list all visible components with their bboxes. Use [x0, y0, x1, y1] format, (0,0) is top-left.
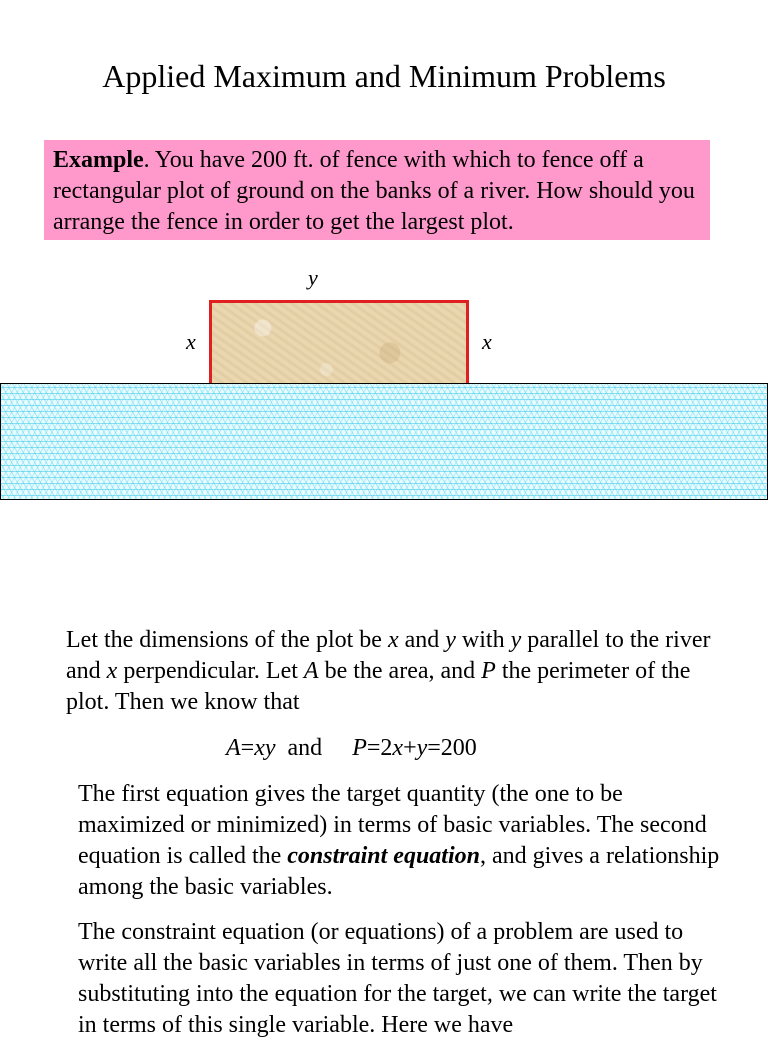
- paragraph-constraint: The first equation gives the target quantity (the one to be maximized or minimized) in terms of basic variables. The second equation is called the constraint equation, and gives a relationship among the basic variables.: [78, 781, 720, 900]
- label-x-left: x: [186, 329, 196, 354]
- plot-of-ground: [209, 300, 469, 386]
- page-title: Applied Maximum and Minimum Problems: [102, 58, 666, 94]
- example-box: [44, 140, 710, 240]
- constraint-equation-term: constraint equation: [287, 843, 480, 869]
- paragraph-substitution: The constraint equation (or equations) of a problem are used to write all the basic variables in terms of just one of them. Then by substituting into the equation for the target, we can write the target in terms of this single variable. Here we have: [78, 919, 717, 1038]
- example-label: Example: [53, 147, 144, 173]
- label-y: y: [308, 265, 318, 290]
- paragraph-dimensions: Let the dimensions of the plot be x and y with y parallel to the river and x perpendicular. Let A be the area, and P the perimeter of the plot. Then we know that: [66, 627, 711, 715]
- label-x-right: x: [482, 329, 492, 354]
- example-text: . You have 200 ft. of fence with which to fence off a rectangular plot of ground on the banks of a river. How should you arrange the fence in order to get the largest plot.: [53, 147, 695, 235]
- river: [0, 383, 768, 500]
- fence-diagram: [0, 260, 768, 505]
- equations: A=xy and P=2x+y=200: [226, 735, 477, 761]
